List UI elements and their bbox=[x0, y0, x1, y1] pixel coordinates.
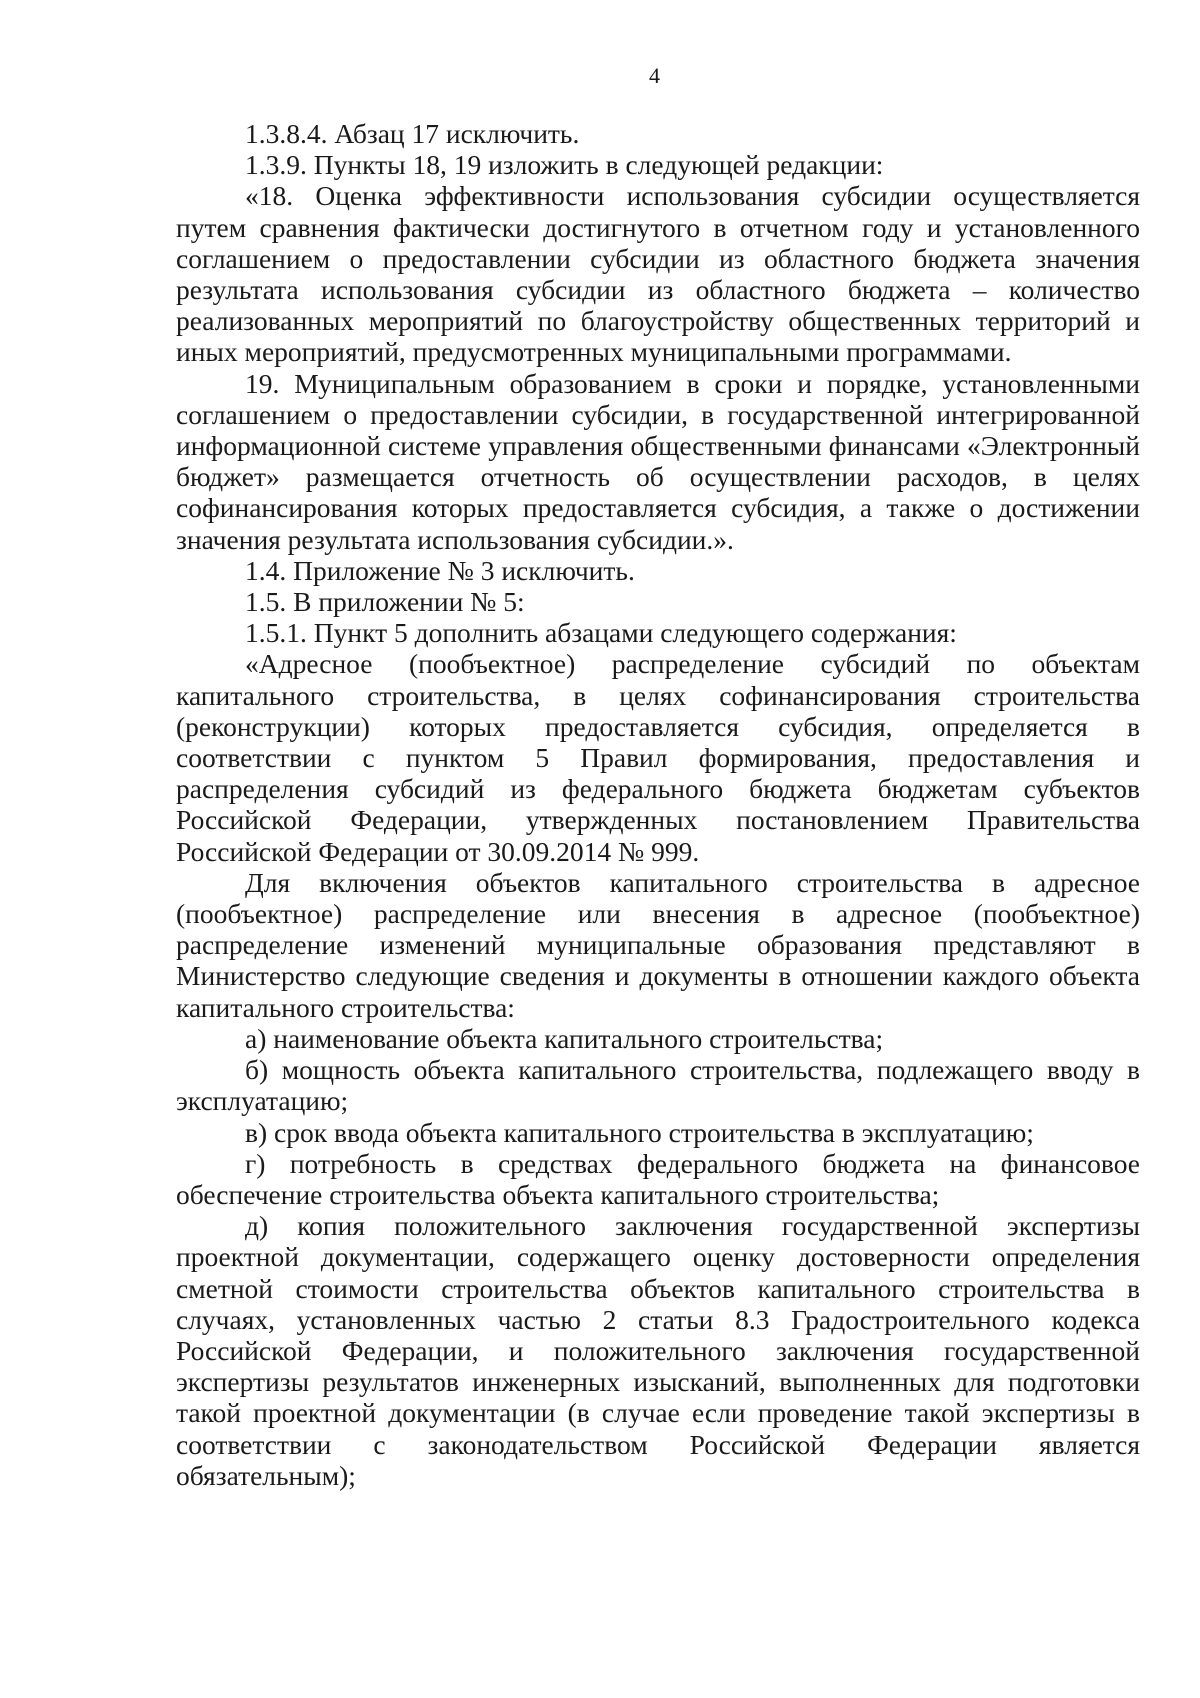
list-item-g: г) потребность в средствах федерального бюджета на финансовое обеспечение строительства объекта капитального строительства; bbox=[176, 1147, 1140, 1210]
paragraph-1-5-1: 1.5.1. Пункт 5 дополнить абзацами следующего содержания: bbox=[245, 617, 957, 649]
paragraph-inclusion-of-objects: Для включения объектов капитального строительства в адресное (пообъектное) распределение или внесения в адресное (пообъектное) распределение изменений муниципальные образования представляют в Министерство следующие сведения и документы в отношении каждого объекта капитального строительства: bbox=[176, 866, 1140, 1023]
paragraph-1-3-9: 1.3.9. Пункты 18, 19 изложить в следующей редакции: bbox=[245, 149, 884, 181]
paragraph-1-5: 1.5. В приложении № 5: bbox=[245, 586, 525, 618]
page-number: 4 bbox=[649, 63, 660, 88]
paragraph-18: «18. Оценка эффективности использования субсидии осуществляется путем сравнения фактически достигнутого в отчетном году и установленного соглашением о предоставлении субсидии из областного бюджета значения результата использования субсидии из областного бюджета – количество реализованных мероприятий по благоустройству общественных территорий и иных мероприятий, предусмотренных муниципальными программами. bbox=[176, 180, 1140, 368]
list-item-v: в) срок ввода объекта капитального строительства в эксплуатацию; bbox=[245, 1116, 1034, 1148]
list-item-b: б) мощность объекта капитального строительства, подлежащего вводу в эксплуатацию; bbox=[176, 1054, 1140, 1117]
paragraph-1-3-8-4: 1.3.8.4. Абзац 17 исключить. bbox=[245, 118, 580, 149]
list-item-d: д) копия положительного заключения государственной экспертизы проектной документации, содержащего оценку достоверности определения сметной стоимости строительства объектов капитального строительства в случаях, установленных частью 2 статьи 8.3 Градостроительного кодекса Российской Федерации, и положительного заключения государственной экспертизы результатов инженерных изысканий, выполненных для подготовки такой проектной документации (в случае если проведение такой экспертизы в соответствии с законодательством Российской Федерации является обязательным); bbox=[176, 1210, 1140, 1491]
list-item-a: а) наименование объекта капитального строительства; bbox=[245, 1022, 884, 1054]
document-body bbox=[176, 118, 1140, 1491]
paragraph-address-distribution: «Адресное (пообъектное) распределение субсидий по объектам капитального строительства, в целях софинансирования строительства (реконструкции) которых предоставляется субсидия, определяется в соответствии с пунктом 5 Правил формирования, предоставления и распределения субсидий из федерального бюджета бюджетам субъектов Российской Федерации, утвержденных постановлением Правительства Российской Федерации от 30.09.2014 № 999. bbox=[176, 648, 1140, 867]
paragraph-1-4: 1.4. Приложение № 3 исключить. bbox=[245, 554, 635, 586]
paragraph-19: 19. Муниципальным образованием в сроки и порядке, установленными соглашением о предоставлении субсидии, в государственной интегрированной информационной системе управления общественными финансами «Электронный бюджет» размещается отчетность об осуществлении расходов, в целях софинансирования которых предоставляется субсидия, а также о достижении значения результата использования субсидии.». bbox=[176, 367, 1140, 555]
